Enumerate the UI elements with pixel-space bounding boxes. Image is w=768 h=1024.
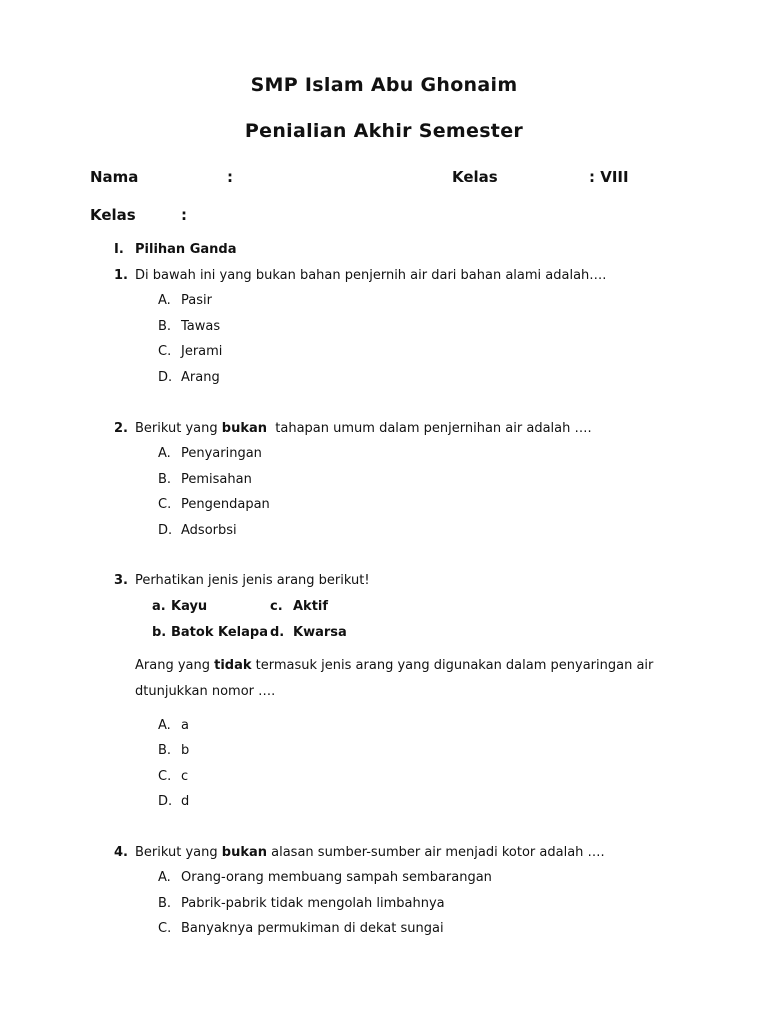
option-text: Pabrik-pabrik tidak mengolah limbahnya — [181, 896, 445, 911]
question-text-after: tahapan umum dalam penjernihan air adalah …. — [275, 421, 592, 436]
option-letter: D. — [158, 523, 173, 538]
option-letter: D. — [158, 794, 173, 809]
question-text — [135, 845, 605, 860]
option-text: Tawas — [181, 319, 221, 334]
option-letter: B. — [158, 896, 172, 911]
option-letter: B. — [158, 472, 172, 487]
nama-colon: : — [227, 168, 233, 186]
item-text: Kayu — [171, 599, 208, 614]
prompt-after: termasuk jenis arang yang digunakan dalam penyaringan air — [255, 658, 654, 673]
kelas2-colon: : — [181, 206, 187, 224]
option-text: Pasir — [181, 293, 212, 308]
option-letter: B. — [158, 319, 172, 334]
exam-title: Penialian Akhir Semester — [244, 120, 524, 142]
kelas-value: : VIII — [589, 168, 629, 186]
question-text-after: alasan sumber-sumber air menjadi kotor adalah …. — [271, 845, 605, 860]
question-text — [135, 421, 592, 436]
option-text: c — [181, 769, 189, 784]
item-letter: a. — [152, 599, 166, 614]
option-text: b — [181, 743, 190, 758]
option-text: Arang — [181, 370, 220, 385]
section-title: Pilihan Ganda — [135, 242, 237, 257]
question-text: Di bawah ini yang bukan bahan penjernih air dari bahan alami adalah…. — [135, 268, 607, 283]
item-letter: b. — [152, 625, 167, 640]
question-number: 2. — [114, 421, 128, 436]
school-title: SMP Islam Abu Ghonaim — [250, 74, 518, 96]
question-text-bold: bukan — [221, 845, 267, 860]
option-letter: D. — [158, 370, 173, 385]
option-text: Adsorbsi — [181, 523, 237, 538]
option-text: d — [181, 794, 190, 809]
question-text-before: Berikut yang — [135, 421, 218, 436]
option-letter: C. — [158, 344, 172, 359]
prompt-before: Arang yang — [135, 658, 210, 673]
question-number: 4. — [114, 845, 128, 860]
option-text: Penyaringan — [181, 446, 262, 461]
question-text-bold: bukan — [221, 421, 267, 436]
option-letter: A. — [158, 293, 171, 308]
option-text: a — [181, 718, 189, 733]
option-letter: B. — [158, 743, 172, 758]
kelas2-label: Kelas — [90, 206, 136, 224]
option-letter: C. — [158, 497, 172, 512]
option-text: Pemisahan — [181, 472, 252, 487]
option-letter: A. — [158, 718, 171, 733]
option-letter: A. — [158, 870, 171, 885]
item-letter: d. — [270, 625, 285, 640]
option-letter: C. — [158, 921, 172, 936]
question-number: 3. — [114, 573, 128, 588]
question-prompt — [135, 658, 653, 673]
option-text: Pengendapan — [181, 497, 270, 512]
option-text: Jerami — [181, 344, 223, 359]
option-text: Banyaknya permukiman di dekat sungai — [181, 921, 444, 936]
item-text: Batok Kelapa — [171, 625, 268, 640]
section-number: I. — [114, 242, 124, 257]
nama-label: Nama — [90, 168, 139, 186]
item-text: Aktif — [293, 599, 329, 614]
question-number: 1. — [114, 268, 128, 283]
prompt-bold: tidak — [214, 658, 252, 673]
option-letter: C. — [158, 769, 172, 784]
question-text-before: Berikut yang — [135, 845, 218, 860]
item-letter: c. — [270, 599, 283, 614]
kelas-label: Kelas — [452, 168, 498, 186]
option-letter: A. — [158, 446, 171, 461]
question-prompt-line2: dtunjukkan nomor …. — [135, 684, 276, 699]
option-text: Orang-orang membuang sampah sembarangan — [181, 870, 492, 885]
item-text: Kwarsa — [293, 625, 347, 640]
question-text: Perhatikan jenis jenis arang berikut! — [135, 573, 370, 588]
